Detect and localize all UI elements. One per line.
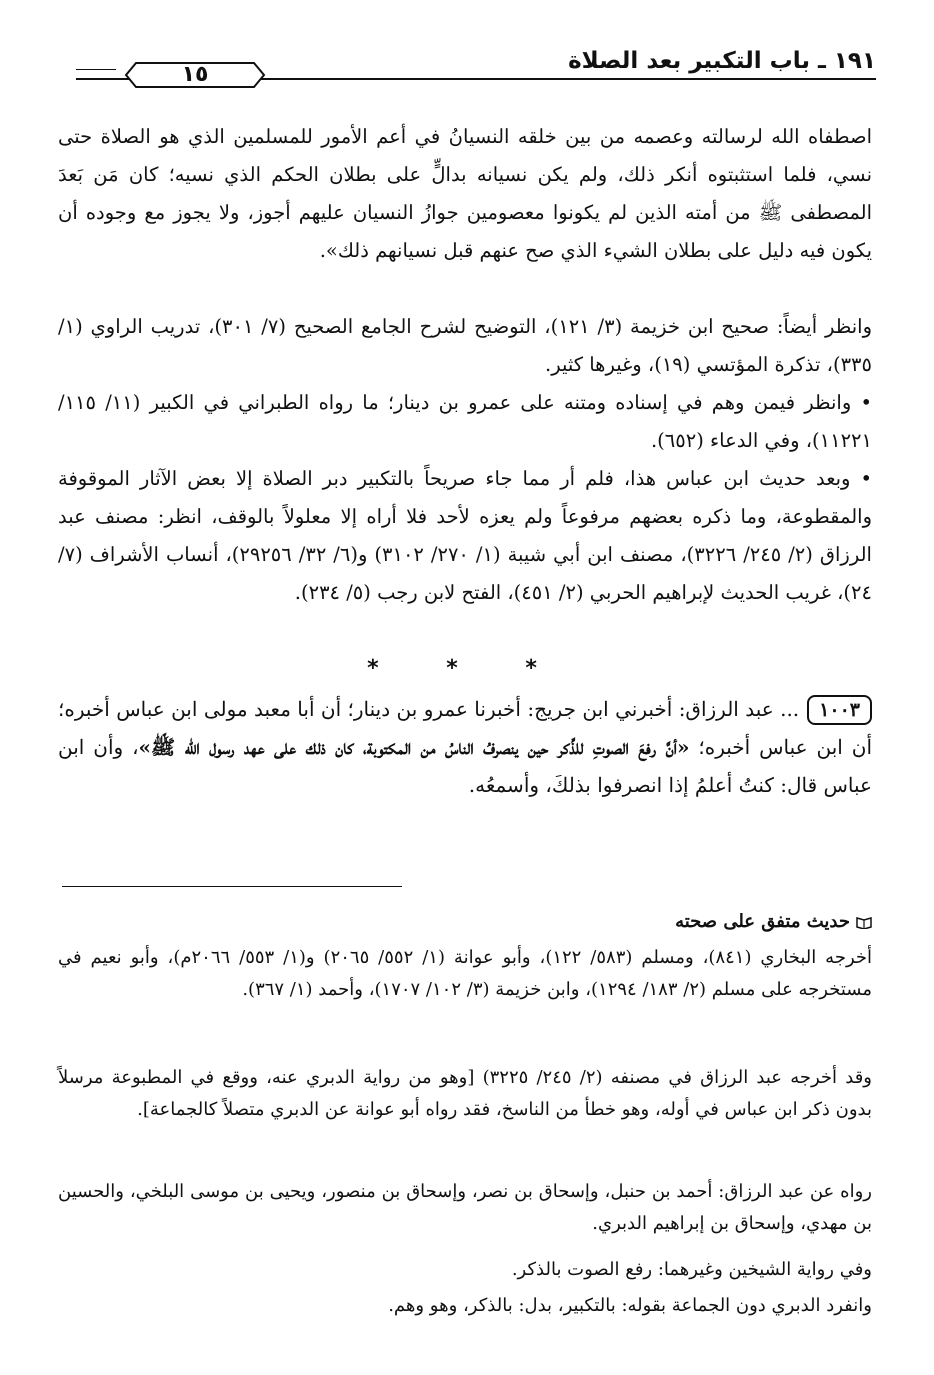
ornament-lines-left [76, 69, 116, 79]
page-number: ١٥ [181, 62, 209, 87]
hadith-ending: ، وأن ابن عباس قال: كنتُ أعلمُ إذا انصرفوا بذلكَ، وأسمعُه. [58, 735, 872, 797]
hadith-entry [58, 690, 872, 804]
footnote-item: رواه عن عبد الرزاق: أحمد بن حنبل، وإسحاق بن نصر، وإسحاق بن منصور، ويحيى بن موسى البلخي، والحسين بن مهدي، وإسحاق بن إبراهيم الدبري. [58, 1181, 872, 1234]
paragraph-4: • وبعد حديث ابن عباس هذا، فلم أر مما جاء صريحاً بالتكبير دبر الصلاة إلا بعض الآثار الموقوفة والمقطوعة، وما ذكره بعضهم مرفوعاً ولم يعزه لأحد فلا أراه إلا معلولاً بالوقف، انظر: مصنف عبد الرزاق (٢/ ٢٤٥/ ٣٢٢٦)، مصنف ابن أبي شيبة (١/ ٢٧٠/ ٣١٠٢) و(٦/ ٣٢/ ٢٩٢٥٦)، أنساب الأشراف (٧/ ٢٤)، غريب الحديث لإبراهيم الحربي (٢/ ٤٥١)، الفتح لابن رجب (٥/ ٢٣٤). [58, 467, 872, 604]
footnote-rule [62, 886, 402, 887]
paragraph-1: اصطفاه الله لرسالته وعصمه من بين خلقه النسيانُ في أعم الأمور للمسلمين الذي هو الصلاة حتى نسي، فلما استثبتوه أنكر ذلك، ولم يكن نسيانه بدالٍّ على بطلان الحكم الذي نسيه؛ كان مَن بَعدَ المصطفى ﷺ من أمته الذين لم يكونوا معصومين جوازُ النسيان عليهم أجوز، ولا يجوز مع وجوده أن يكون فيه دليل على بطلان الشيء الذي صح عنهم قبل نسيانهم ذلك». [58, 125, 872, 262]
page-number-ornament [76, 60, 296, 90]
footnote-heading [58, 906, 872, 938]
footnote-item: وفي رواية الشيخين وغيرهما: رفع الصوت بالذكر. [511, 1259, 872, 1280]
footnote-item: وقد أخرجه عبد الرزاق في مصنفه (٢/ ٢٤٥/ ٣٢٢٥) [وهو من رواية الدبري عنه، ووقع في المطبوعة مرسلاً بدون ذكر ابن عباس في أوله، وهو خطأ من الناسخ، فقد رواه أبو عوانة عن الدبري متصلاً كالجماعة]. [58, 1067, 873, 1120]
footnote-item: أخرجه البخاري (٨٤١)، ومسلم (٥٨٣/ ١٢٢)، وأبو عوانة (١/ ٥٥٢/ ٢٠٦٥) و(١/ ٥٥٣/ ٢٠٦٦م)، وأبو نعيم في مستخرجه على مسلم (٢/ ١٨٣/ ١٢٩٤)، وابن خزيمة (٣/ ١٠٢/ ١٧٠٧)، وأحمد (١/ ٣٦٧). [58, 947, 873, 1000]
footnote-item: وانفرد الدبري دون الجماعة بقوله: بالتكبير، بدل: بالذكر، وهو وهم. [388, 1295, 872, 1316]
hadith-number: ١٠٠٣ [807, 695, 872, 725]
hadith-matn: «أنَّ رفعَ الصوتِ للذِّكر حين ينصرفُ الناسُ من المكتوبة، كان ذلك على عهد رسول الله ﷺ» [138, 735, 690, 759]
page-header [76, 44, 876, 92]
page-number-frame [120, 60, 270, 90]
chapter-title: ١٩١ ـ باب التكبير بعد الصلاة [568, 48, 876, 74]
book-icon [856, 915, 872, 929]
paragraph-2: وانظر أيضاً: صحيح ابن خزيمة (٣/ ١٢١)، التوضيح لشرح الجامع الصحيح (٧/ ٣٠١)، تدريب الراوي (١/ ٣٣٥)، تذكرة المؤتسي (١٩)، وغيرها كثير. [58, 315, 872, 376]
section-separator: * * * [367, 656, 567, 681]
paragraph-3: • وانظر فيمن وهم في إسناده ومتنه على عمرو بن دينار؛ ما رواه الطبراني في الكبير (١١/ ١١٥/ ١١٢٢١)، وفي الدعاء (٦٥٢). [58, 391, 872, 452]
footnote-heading-text: حديث متفق على صحته [675, 911, 850, 932]
hadith-chain: ... عبد الرزاق: أخبرني ابن جريج: أخبرنا عمرو بن دينار؛ أن أبا معبد مولى ابن عباس أخبره؛ أن ابن عباس أخبره؛ [58, 697, 873, 759]
